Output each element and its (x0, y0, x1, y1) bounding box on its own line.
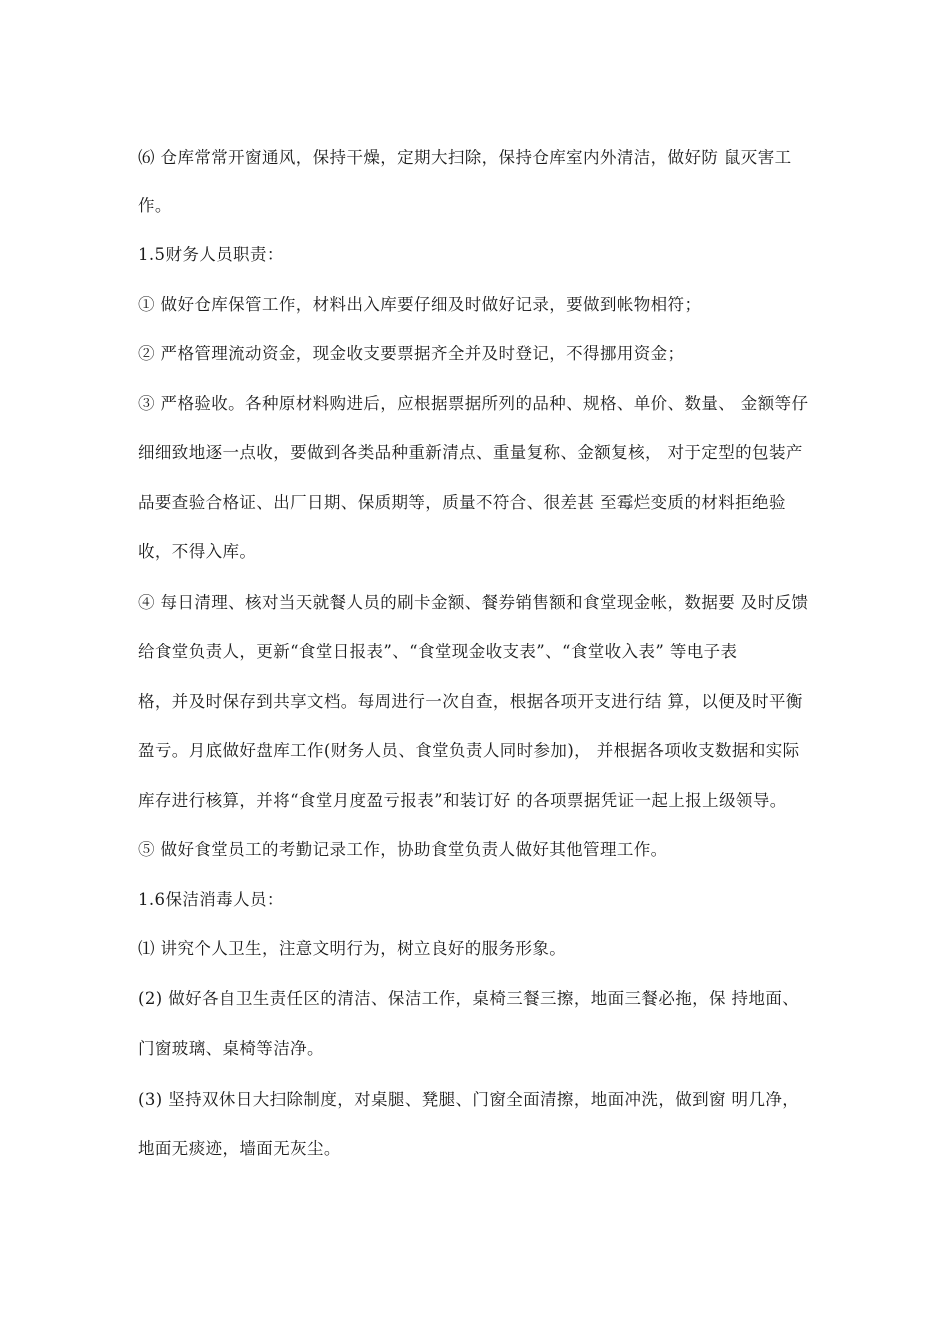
section-1-5-heading: 1.5财务人员职责： (138, 245, 284, 264)
cleaning-item-1: ⑴ 讲究个人卫生，注意文明行为，树立良好的服务形象。 (138, 939, 567, 958)
cleaning-item-3-line-1: (3) 坚持双休日大扫除制度，对桌腿、凳腿、门窗全面清擦，地面冲洗，做到窗 明几净， (138, 1090, 800, 1109)
finance-item-3-line-4: 收，不得入库。 (138, 542, 257, 561)
finance-item-4-line-2: 给食堂负责人，更新“食堂日报表”、“食堂现金收支表”、“食堂收入表” 等电子表 (138, 642, 738, 661)
cleaning-item-2-line-2: 门窗玻璃、桌椅等洁净。 (138, 1039, 324, 1058)
finance-item-4-line-3: 格，并及时保存到共享文档。每周进行一次自查，根据各项开支进行结 算，以便及时平衡 (138, 692, 803, 711)
finance-item-4-line-5: 库存进行核算，并将“食堂月度盈亏报表”和装订好 的各项票据凭证一起上报上级领导。 (138, 791, 787, 810)
finance-item-3-line-3: 品要查验合格证、出厂日期、保质期等，质量不符合、很差甚 至霉烂变质的材料拒绝验 (138, 493, 786, 512)
para-6-line-1: ⑹ 仓库常常开窗通风，保持干燥，定期大扫除，保持仓库室内外清洁，做好防 鼠灭害工 (138, 148, 792, 167)
finance-item-4-line-4: 盈亏。月底做好盘库工作(财务人员、食堂负责人同时参加)， 并根据各项收支数据和实际 (138, 741, 800, 760)
finance-item-2: ② 严格管理流动资金，现金收支要票据齐全并及时登记，不得挪用资金； (138, 344, 685, 363)
cleaning-item-3-line-2: 地面无痰迹，墙面无灰尘。 (138, 1139, 341, 1158)
finance-item-5: ⑤ 做好食堂员工的考勤记录工作，协助食堂负责人做好其他管理工作。 (138, 840, 668, 859)
finance-item-4-line-1: ④ 每日清理、核对当天就餐人员的刷卡金额、餐券销售额和食堂现金帐，数据要 及时反馈 (138, 593, 809, 612)
finance-item-3-line-1: ③ 严格验收。各种原材料购进后，应根据票据所列的品种、规格、单价、数量、 金额等仔 (138, 394, 809, 413)
finance-item-3-line-2: 细细致地逐一点收，要做到各类品种重新清点、重量复称、金额复核， 对于定型的包装产 (138, 443, 803, 462)
finance-item-1: ① 做好仓库保管工作，材料出入库要仔细及时做好记录，要做到帐物相符； (138, 295, 702, 314)
para-6-line-2: 作。 (138, 196, 172, 215)
cleaning-item-2-line-1: (2) 做好各自卫生责任区的清洁、保洁工作，桌椅三餐三擦，地面三餐必拖，保 持地面、 (138, 989, 800, 1008)
section-1-6-heading: 1.6保洁消毒人员： (138, 890, 284, 909)
